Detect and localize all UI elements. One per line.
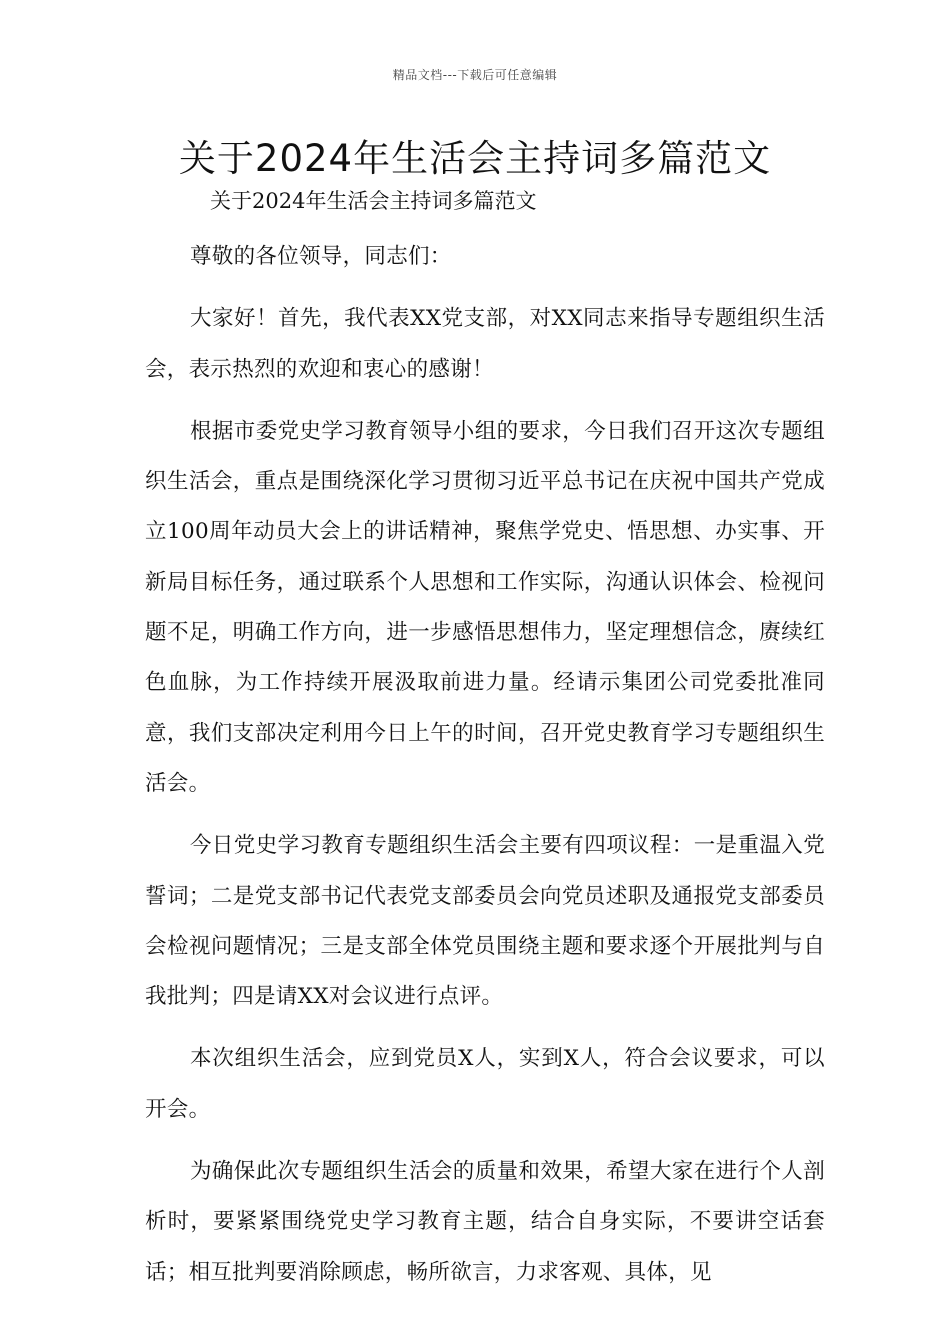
paragraph-welcome: 大家好！首先，我代表XX党支部，对XX同志来指导专题组织生活会，表示热烈的欢迎和衷心的感谢！ <box>145 306 825 382</box>
paragraph-salutation: 尊敬的各位领导，同志们： <box>190 244 452 269</box>
paragraph-purpose: 根据市委党史学习教育领导小组的要求，今日我们召开这次专题组织生活会，重点是围绕深化学习贯彻习近平总书记在庆祝中国共产党成立100周年动员大会上的讲话精神，聚焦学党史、悟思想、办实事、开新局目标任务，通过联系个人思想和工作实际，沟通认识体会、检视问题不足，明确工作方向，进一步感悟思想伟力，坚定理想信念，赓续红色血脉，为工作持续开展汲取前进力量。经请示集团公司党委批准同意，我们支部决定利用今日上午的时间，召开党史教育学习专题组织生活会。 <box>145 418 825 796</box>
paragraph-attendance: 本次组织生活会，应到党员X人，实到X人，符合会议要求，可以开会。 <box>145 1046 825 1122</box>
document-subtitle: 关于2024年生活会主持词多篇范文 <box>210 189 537 213</box>
document-title: 关于2024年生活会主持词多篇范文 <box>178 137 772 180</box>
header-note: 精品文档---下载后可任意编辑 <box>392 68 558 82</box>
paragraph-requirements: 为确保此次专题组织生活会的质量和效果，希望大家在进行个人剖析时，要紧紧围绕党史学习教育主题，结合自身实际，不要讲空话套话；相互批判要消除顾虑，畅所欲言，力求客观、具体，见 <box>145 1159 825 1285</box>
paragraph-agenda: 今日党史学习教育专题组织生活会主要有四项议程：一是重温入党誓词；二是党支部书记代表党支部委员会向党员述职及通报党支部委员会检视问题情况；三是支部全体党员围绕主题和要求逐个开展批判与自我批判；四是请XX对会议进行点评。 <box>145 833 825 1010</box>
document-body <box>145 232 825 1310</box>
